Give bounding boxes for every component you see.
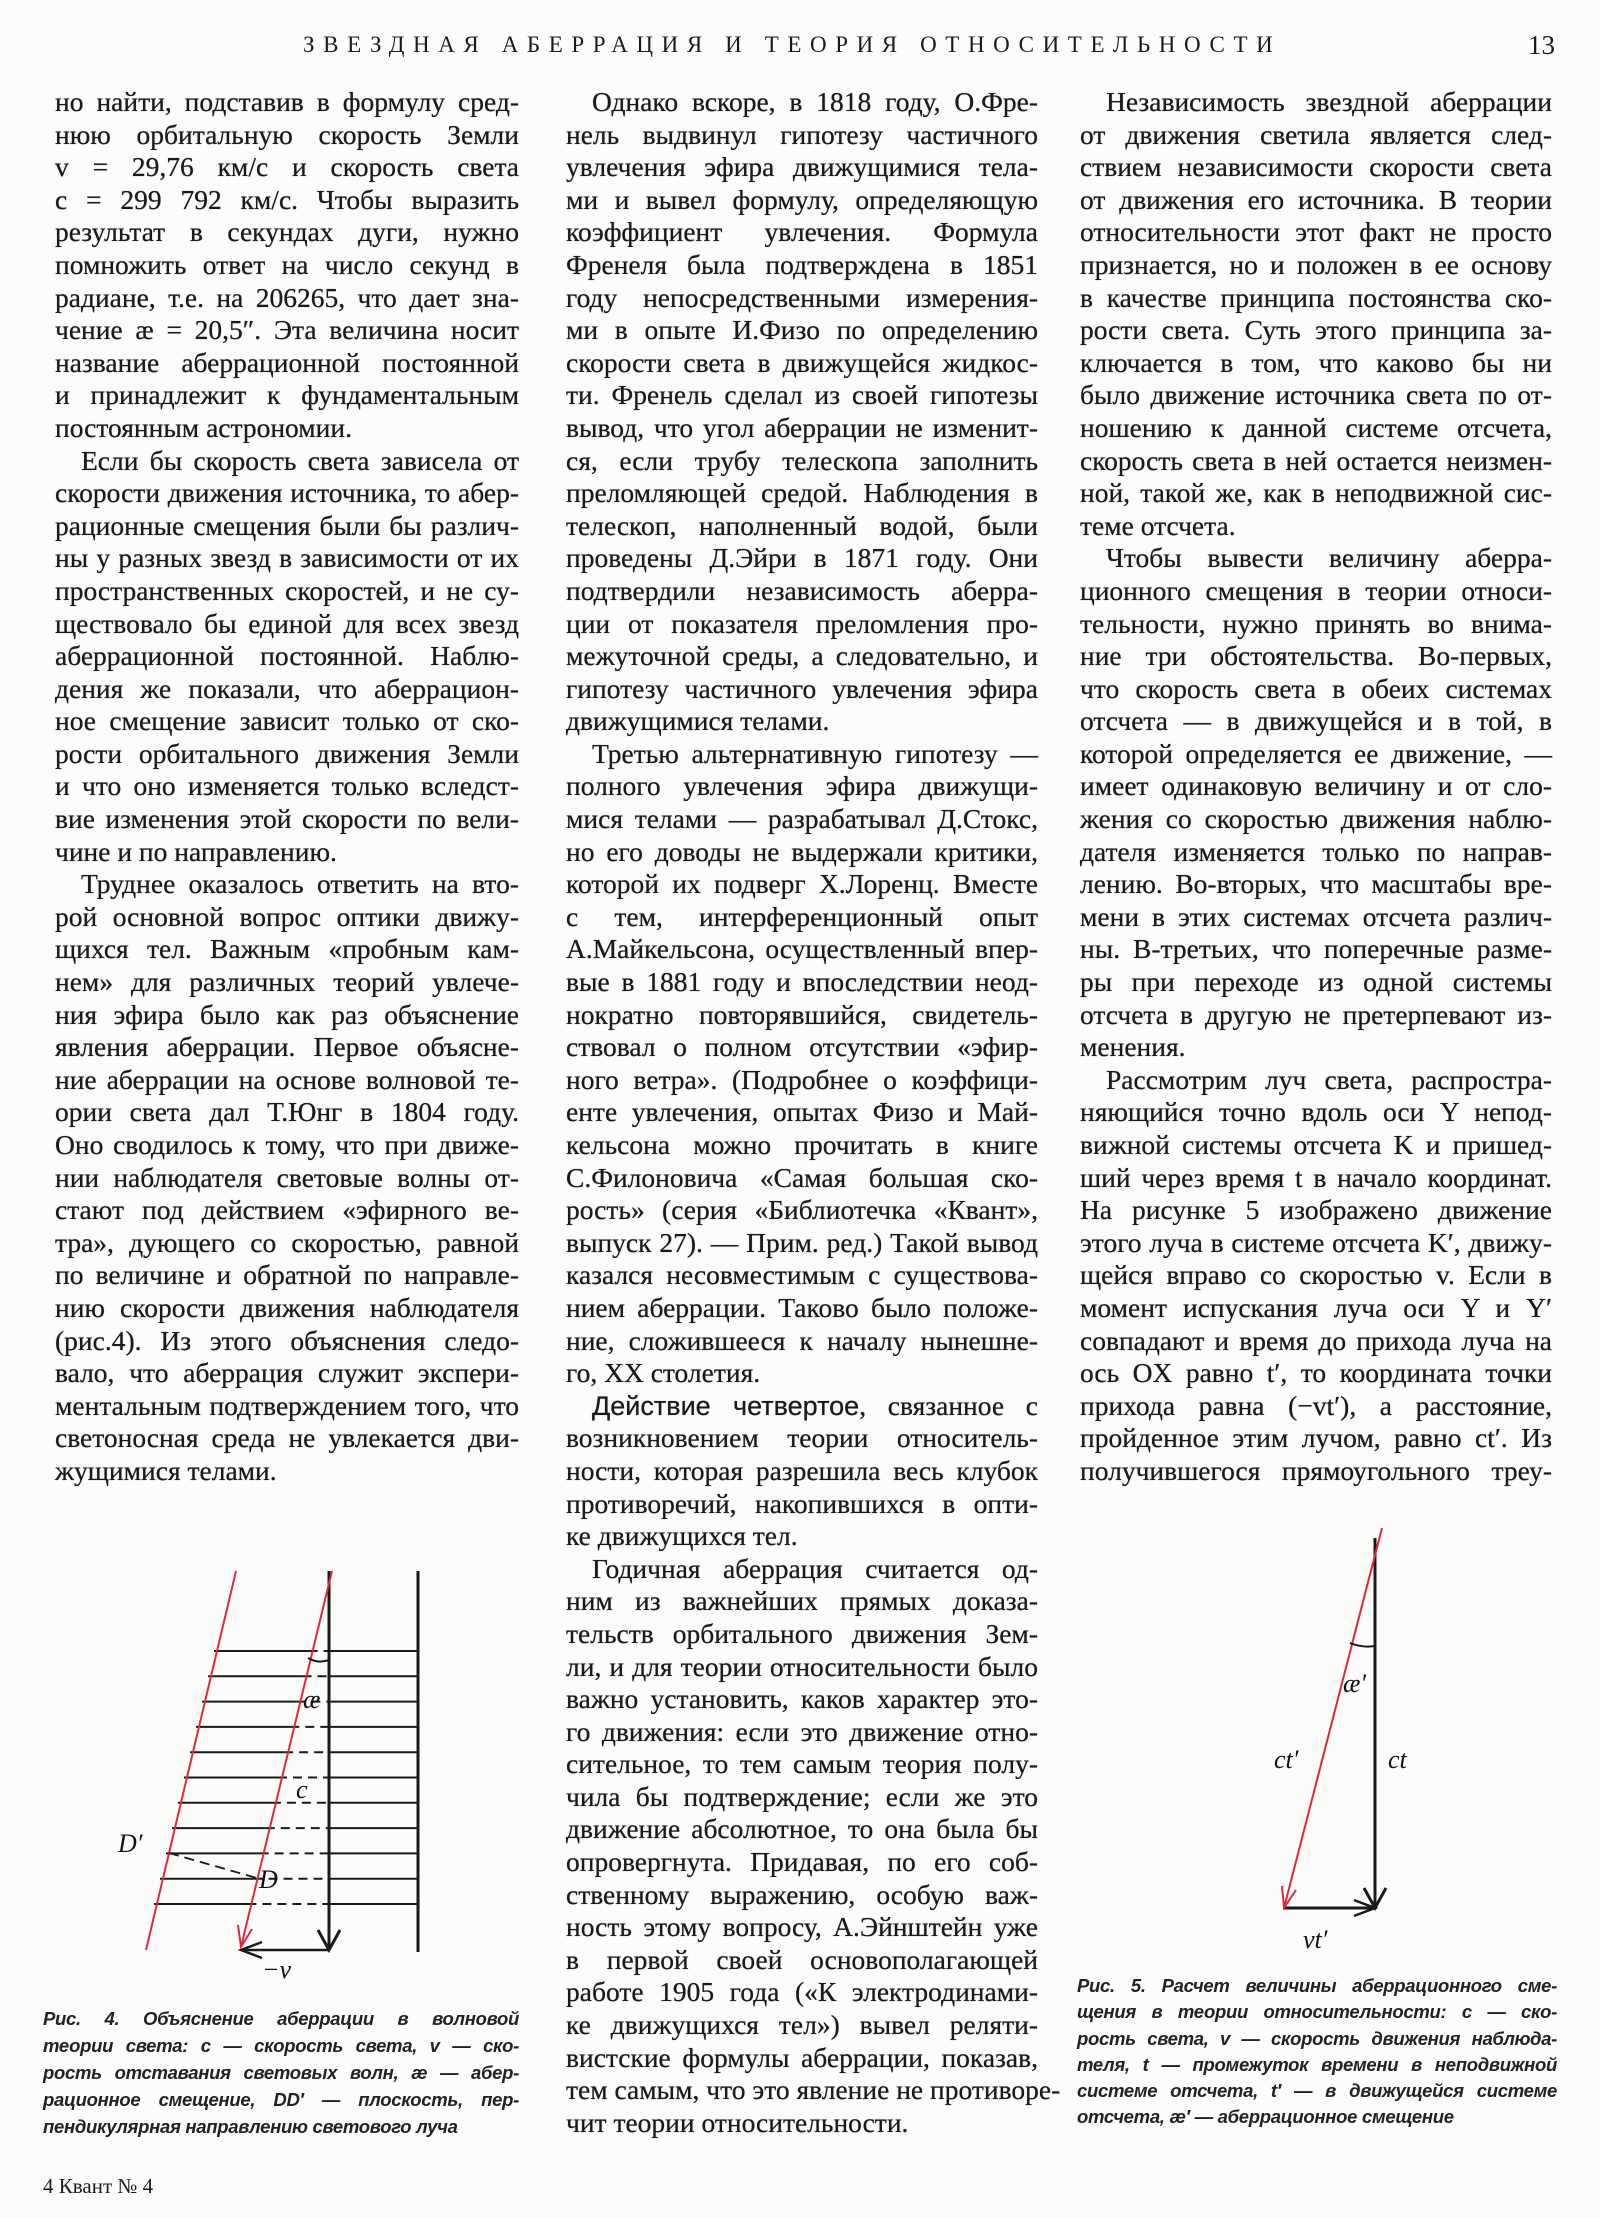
- text-line: Чтобы вывести величину аберра-: [1106, 542, 1552, 574]
- text-line: Независимость звездной аберрации: [1106, 86, 1552, 117]
- text-line: проведены Д.Эйри в 1871 году. Они: [566, 542, 1038, 574]
- text-line: ное смещение зависит только от ско-: [55, 705, 519, 737]
- text-line: отсчета в другую не претерпевают из-: [1080, 998, 1552, 1030]
- text-line: нии наблюдателя световые волны от-: [55, 1161, 519, 1193]
- text-line: енте увлечения, опытах Физо и Май-: [566, 1096, 1038, 1128]
- text-line: С.Филоновича «Самая большая ско-: [566, 1161, 1038, 1193]
- text-line: рости света. Суть этого принципа за-: [1080, 314, 1552, 346]
- text-line: ние три обстоятельства. Во-первых,: [1080, 640, 1552, 672]
- text-line: c = 299 792 км/с. Чтобы выразить: [55, 183, 519, 215]
- label-d: D: [259, 1865, 278, 1894]
- text-column-2: [566, 86, 1061, 2139]
- text-line: го движения: если это движение отно-: [566, 1715, 1038, 1747]
- text-line: движение абсолютное, то она была бы: [566, 1813, 1038, 1845]
- text-line: относительности этот факт не просто: [1080, 216, 1552, 248]
- text-line: году непосредственными измерения-: [566, 281, 1038, 313]
- label-aberration: æ: [303, 1685, 321, 1714]
- text-line: в качестве принципа постоянства ско-: [1080, 281, 1552, 313]
- text-line: светоносная среда не увлекается дви-: [55, 1422, 519, 1454]
- text-line: явления аберрации. Первое объясне-: [55, 1031, 519, 1063]
- text-line: щихся тел. Важным «пробным кам-: [55, 933, 519, 965]
- text-line: ния эфира было как раз объяснение: [55, 998, 519, 1030]
- text-line: вало, что аберрация служит экспери-: [55, 1357, 519, 1389]
- text-line: v = 29,76 км/с и скорость света: [55, 151, 519, 183]
- running-header: ЗВЕЗДНАЯ АБЕРРАЦИЯ И ТЕОРИЯ ОТНОСИТЕЛЬНОСТИ: [303, 32, 1282, 57]
- text-line: няющийся точно вдоль оси Y непод-: [1080, 1096, 1552, 1128]
- text-line: по величине и обратной по направле-: [55, 1259, 519, 1291]
- text-line: постоянным астрономии.: [55, 411, 352, 443]
- text-line: рой основной вопрос оптики движу-: [55, 900, 519, 932]
- text-line: коэффициент увлечения. Формула: [566, 216, 1038, 248]
- text-line: Годичная аберрация считается од-: [592, 1552, 1038, 1584]
- text-line: выпуск 27). — Прим. ред.) Такой вывод: [566, 1226, 1038, 1258]
- text-line: ментальным подтверждением того, что: [55, 1389, 519, 1421]
- text-line: этого луча в системе отсчета K′, движу-: [1080, 1226, 1552, 1258]
- text-line-rest: , связанное с: [859, 1389, 1038, 1421]
- text-line: Труднее оказалось ответить на вто-: [81, 868, 519, 900]
- text-line: рости орбитального движения Земли: [55, 737, 519, 769]
- page-number: 13: [1528, 30, 1555, 60]
- section-lead-in: Действие четвертое: [592, 1390, 860, 1421]
- text-line: сительное, то тем самым теория полу-: [566, 1748, 1038, 1780]
- figure-4-wave-aberration-diagram: [0, 1500, 560, 2000]
- text-line: ры при переходе из одной системы: [1080, 966, 1552, 998]
- text-line: ствовал о полном отсутствии «эфир-: [566, 1031, 1038, 1063]
- label-d-prime: D′: [118, 1829, 143, 1858]
- text-line: вие изменения этой скорости по вели-: [55, 803, 519, 835]
- text-line: от движения его источника. В теории: [1080, 183, 1552, 215]
- text-line: щейся вправо со скоростью v. Если в: [1080, 1259, 1552, 1291]
- text-line: ми в опыте И.Физо по определению: [566, 314, 1038, 346]
- text-column-1: [55, 86, 519, 1488]
- text-line: ции от показателя преломления про-: [566, 607, 1038, 639]
- label-vt-prime: vt′: [1303, 1925, 1328, 1954]
- text-line: аберрационной постоянной. Наблю-: [55, 640, 519, 672]
- caption-line: пендикулярная направлению светового луча: [43, 2116, 458, 2137]
- text-line: рость» (серия «Библиотечка «Квант»,: [566, 1194, 1038, 1226]
- caption-line: системе отсчета, t′ — в движущейся системе: [1077, 2080, 1557, 2102]
- text-line: ли, и для теории относительности было: [566, 1650, 1038, 1682]
- text-line: ществовало бы единой для всех звезд: [55, 607, 519, 639]
- text-line: (рис.4). Из этого объяснения следо-: [55, 1324, 519, 1356]
- text-line: работе 1905 года («К электродинами-: [566, 1976, 1038, 2008]
- caption-line: Рис. 4. Объяснение аберрации в волновой: [43, 2008, 519, 2029]
- label-aberration-prime: æ′: [1343, 1669, 1367, 1698]
- text-line: но найти, подставив в формулу сред-: [55, 86, 519, 117]
- text-line: Френеля была подтверждена в 1851: [566, 248, 1038, 280]
- text-line: пройденное этим лучом, равно ct′. Из: [1080, 1422, 1552, 1454]
- caption-line: щения в теории относительности: c — ско-: [1077, 2001, 1557, 2023]
- text-line: ность этому вопросу, А.Эйнштейн уже: [566, 1911, 1038, 1943]
- text-line: движущимися телами.: [566, 705, 830, 737]
- text-line: Однако вскоре, в 1818 году, О.Фре-: [592, 86, 1038, 117]
- page-footer: 4 Квант № 4: [43, 2174, 154, 2198]
- text-line: казался несовместимым с существова-: [566, 1259, 1038, 1291]
- text-line: нель выдвинул гипотезу частичного: [566, 118, 1038, 150]
- text-line: в первой своей основополагающей: [566, 1943, 1038, 1975]
- text-line: признается, но и положен в ее основу: [1080, 248, 1552, 280]
- text-line: вижной системы отсчета K и пришед-: [1080, 1129, 1552, 1160]
- text-line: скорости света в движущейся жидкос-: [566, 346, 1038, 378]
- text-line: радиане, т.е. на 206265, что дает зна-: [55, 281, 519, 313]
- text-line: тра», дующего со скоростью, равной: [55, 1226, 519, 1258]
- text-line: увлечения эфира движущимися тела-: [566, 151, 1038, 183]
- text-line: чит теории относительности.: [566, 2106, 909, 2138]
- text-line: преломляющей средой. Наблюдения в: [566, 477, 1038, 509]
- text-line: что скорость света в обеих системах: [1080, 672, 1552, 704]
- caption-line: отсчета, æ′ — аберрационное смещение: [1077, 2106, 1454, 2128]
- text-line: Третью альтернативную гипотезу —: [592, 737, 1038, 769]
- text-line: совпадают и время до прихода луча на: [1080, 1324, 1552, 1356]
- text-line: ствием независимости скорости света: [1080, 151, 1552, 183]
- text-line: го, XX столетия.: [566, 1357, 761, 1389]
- text-line: дателя изменяется только по направ-: [1080, 835, 1552, 867]
- label-c: c: [296, 1775, 308, 1804]
- text-line: жения со скоростью движения наблю-: [1080, 803, 1552, 835]
- text-line: подтвердили независимость аберра-: [566, 574, 1038, 606]
- text-line: межуточной среды, а следовательно, и: [566, 640, 1038, 672]
- label-ct: ct: [1388, 1745, 1407, 1774]
- figure-5-relativistic-aberration-diagram: [1060, 1500, 1600, 1960]
- light-ray-line: [146, 1571, 236, 1950]
- figure-5-caption: [1077, 1973, 1557, 2131]
- text-line: тельности, нужно принять во внима-: [1080, 607, 1552, 639]
- text-line: На рисунке 5 изображено движение: [1080, 1194, 1552, 1226]
- text-line: ны у разных звезд в зависимости от их: [55, 542, 519, 574]
- label-ct-prime: ct′: [1274, 1745, 1299, 1774]
- text-line: чила бы подтверждение; если же это: [566, 1780, 1038, 1812]
- light-ray-line: [241, 1571, 332, 1947]
- text-line: нем» для различных теорий увлече-: [55, 966, 519, 998]
- text-line: было движение источника света по от-: [1080, 379, 1552, 411]
- text-line: ории света дал Т.Юнг в 1804 году.: [55, 1096, 519, 1128]
- text-line: ношению к данной системе отсчета,: [1080, 411, 1552, 443]
- text-line: дения же показали, что аберрацион-: [55, 672, 519, 704]
- text-line: пространственных скоростей, и не су-: [55, 574, 519, 606]
- text-line: название аберрационной постоянной: [55, 346, 519, 378]
- text-line: противоречий, накопившихся в опти-: [566, 1487, 1038, 1519]
- caption-line: теории света: c — скорость света, v — ско-: [43, 2035, 519, 2056]
- text-line: телескоп, наполненный водой, были: [566, 509, 1038, 541]
- text-line: важно установить, каков характер это-: [566, 1683, 1038, 1715]
- text-line: помножить ответ на число секунд в: [55, 248, 519, 280]
- text-line: получившегося прямоугольного треу-: [1080, 1454, 1552, 1486]
- caption-line: теля, t — промежуток времени в неподвижной: [1077, 2053, 1557, 2075]
- text-line: ось OX равно t′, то координата точки: [1080, 1357, 1552, 1389]
- figure-4-caption: [43, 2005, 519, 2140]
- text-line: Рассмотрим луч света, распростра-: [1106, 1063, 1552, 1095]
- text-line: нократно повторявшийся, свидетель-: [566, 998, 1038, 1030]
- text-line: чине и по направлению.: [55, 835, 337, 867]
- text-line: менения.: [1080, 1031, 1186, 1063]
- text-line: результат в секундах дуги, нужно: [55, 216, 519, 248]
- text-line: от движения светила является след-: [1080, 118, 1552, 150]
- text-column-3: [1080, 86, 1552, 1488]
- text-line: ной, такой же, как в неподвижной сис-: [1080, 477, 1552, 509]
- text-line: вывод, что угол аберрации не изменит-: [566, 411, 1038, 443]
- caption-line: рость света, v — скорость движения наблюда-: [1077, 2027, 1557, 2049]
- text-line: мися телами — разрабатывал Д.Стокс,: [566, 803, 1038, 835]
- text-line: тельств орбитального движения Зем-: [566, 1617, 1038, 1649]
- text-line: ке движущихся тел.: [566, 1520, 798, 1552]
- label-minus-v: −v: [262, 1955, 292, 1984]
- text-line: ны. В-третьих, что поперечные разме-: [1080, 933, 1552, 965]
- text-line: чение æ = 20,5″. Эта величина носит: [55, 314, 519, 346]
- caption-line: рационное смещение, DD′ — плоскость, пер-: [43, 2089, 519, 2110]
- text-line: стают под действием «эфирного ве-: [55, 1194, 519, 1226]
- text-line: ти. Френель сделал из своей гипотезы: [566, 379, 1038, 411]
- text-line: рационные смещения были бы различ-: [55, 509, 519, 541]
- text-line: Оно сводилось к тому, что при движе-: [55, 1129, 519, 1160]
- text-line: скорость света в ней остается неизмен-: [1080, 444, 1552, 476]
- text-line: мени в этих системах отсчета различ-: [1080, 900, 1552, 932]
- text-line: лению. Во-вторых, что масштабы вре-: [1080, 868, 1552, 900]
- text-line: ственному выражению, особую важ-: [566, 1878, 1038, 1910]
- text-line: вые в 1881 году и впоследствии неод-: [566, 966, 1038, 998]
- text-line: ним из важнейших прямых доказа-: [566, 1585, 1038, 1617]
- text-line: кельсона можно прочитать в книге: [566, 1129, 1038, 1160]
- text-line: жущимися телами.: [55, 1454, 277, 1486]
- angle-arc: [1350, 1643, 1375, 1647]
- text-line: А.Майкельсона, осуществленный впер-: [566, 933, 1038, 965]
- text-line: ключается в том, что каково бы ни: [1080, 346, 1552, 378]
- text-line: теме отсчета.: [1080, 509, 1236, 541]
- text-line: и принадлежит к фундаментальным: [55, 379, 519, 411]
- text-line: ке движущихся тел») вывел реляти-: [566, 2009, 1038, 2041]
- text-line: ного ветра». (Подробнее о коэффици-: [566, 1063, 1038, 1095]
- plane-dd-prime-line: [169, 1853, 257, 1878]
- text-line: полного увлечения эфира движущи-: [566, 770, 1038, 802]
- text-line: ционного смещения в теории относи-: [1080, 574, 1552, 606]
- text-line: тем самым, что это явление не противоре-: [566, 2074, 1061, 2106]
- text-line: ший через время t в начало координат.: [1080, 1161, 1552, 1193]
- text-line: Если бы скорость света зависела от: [81, 444, 519, 476]
- text-line: гипотезу частичного увлечения эфира: [566, 672, 1038, 704]
- text-line: имеет одинаковую величину и от сло-: [1080, 770, 1552, 802]
- text-line: с тем, интерференционный опыт: [566, 900, 1038, 932]
- text-line: возникновением теории относитель-: [566, 1422, 1038, 1454]
- text-line: прихода равна (−vt′), а расстояние,: [1080, 1389, 1552, 1421]
- text-line: момент испускания луча оси Y и Y′: [1080, 1291, 1552, 1323]
- text-line: нюю орбитальную скорость Земли: [55, 118, 519, 150]
- text-line: ся, если трубу телескопа заполнить: [566, 444, 1038, 476]
- text-line: которой их подверг Х.Лоренц. Вместе: [566, 868, 1038, 900]
- text-line: [566, 1390, 1038, 1423]
- text-line: нием аберрации. Таково было положе-: [566, 1291, 1038, 1323]
- text-line: отсчета — в движущейся и в той, в: [1080, 705, 1552, 737]
- text-line: ности, которая разрешила весь клубок: [566, 1454, 1038, 1486]
- text-line: ние, сложившееся к началу нынешне-: [566, 1324, 1038, 1356]
- light-ray-line: [1284, 1528, 1382, 1908]
- caption-line: Рис. 5. Расчет величины аберрационного сме-: [1077, 1975, 1557, 1996]
- text-line: нию скорости движения наблюдателя: [55, 1291, 519, 1323]
- text-line: и что оно изменяется только вследст-: [55, 770, 519, 802]
- caption-line: рость отставания световых волн, æ — абер-: [43, 2062, 519, 2083]
- text-line: скорости движения источника, то абер-: [55, 477, 519, 509]
- text-line: которой определяется ее движение, —: [1080, 737, 1552, 769]
- text-line: вистские формулы аберрации, показав,: [566, 2041, 1038, 2073]
- text-line: ми и вывел формулу, определяющую: [566, 183, 1038, 215]
- text-line: опровергнута. Придавая, по его соб-: [566, 1846, 1038, 1878]
- text-line: но его доводы не выдержали критики,: [566, 835, 1038, 867]
- text-line: ние аберрации на основе волновой те-: [55, 1063, 519, 1095]
